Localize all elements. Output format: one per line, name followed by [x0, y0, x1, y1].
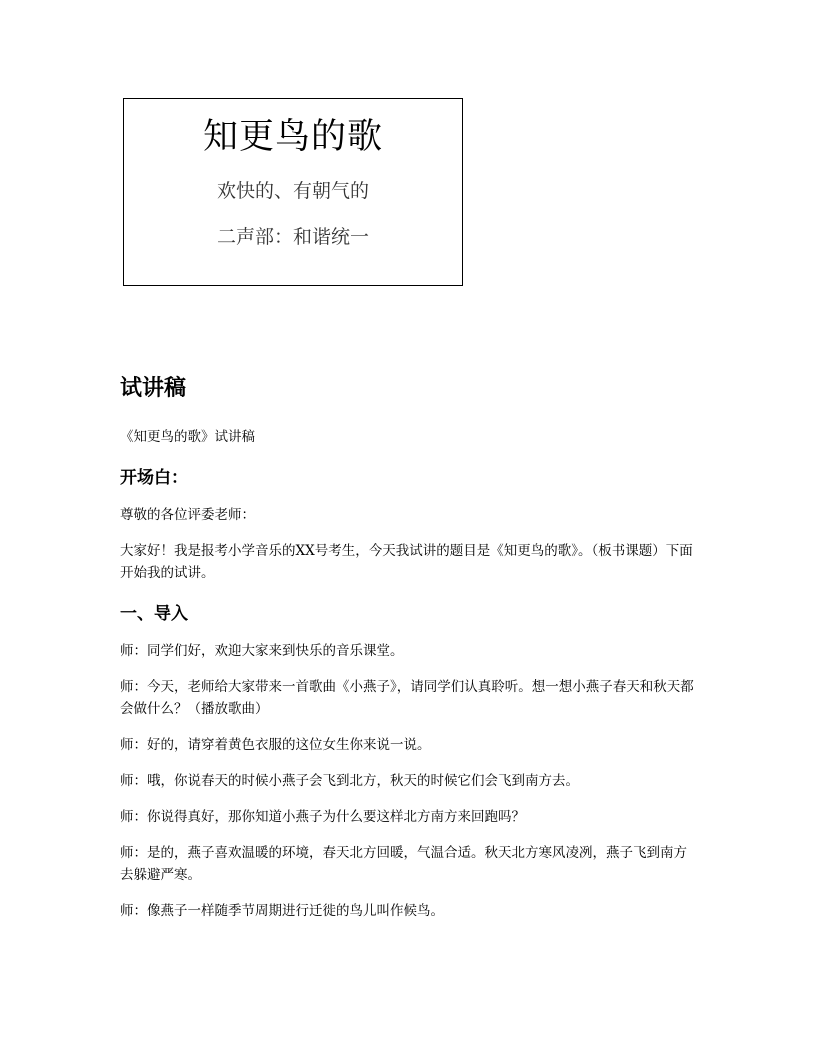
dialogue-line: 师：好的，请穿着黄色衣服的这位女生你来说一说。: [120, 737, 431, 753]
blackboard-title: 知更鸟的歌: [202, 117, 383, 157]
dialogue-line: 师：是的，燕子喜欢温暖的环境，春天北方回暖，气温合适。秋天北方寒风凌冽，燕子飞到南方去躲避严寒。: [120, 845, 687, 883]
intro-paragraph: 大家好！我是报考小学音乐的XX号考生，今天我试讲的题目是《知更鸟的歌》。（板书课题）下面开始我的试讲。: [120, 543, 693, 581]
dialogue-line: 师：哦，你说春天的时候小燕子会飞到北方，秋天的时候它们会飞到南方去。: [120, 773, 579, 789]
blackboard-line-mood: 欢快的、有朝气的: [216, 180, 369, 202]
blackboard-box: [123, 98, 463, 286]
dialogue-line: 师：今天，老师给大家带来一首歌曲《小燕子》，请同学们认真聆听。想一想小燕子春天和秋天都会做什么？（播放歌曲）: [120, 679, 694, 717]
dialogue-line: 师：同学们好，欢迎大家来到快乐的音乐课堂。: [120, 643, 404, 659]
opening-heading: 开场白：: [120, 468, 188, 488]
document-subtitle: 《知更鸟的歌》试讲稿: [120, 429, 255, 445]
blackboard-line-parts: 二声部：和谐统一: [216, 226, 369, 248]
dialogue-line: 师：像燕子一样随季节周期进行迁徙的鸟儿叫作候鸟。: [120, 903, 444, 919]
greeting-paragraph: 尊敬的各位评委老师：: [120, 507, 255, 523]
document-title: 试讲稿: [120, 376, 187, 401]
dialogue-line: 师：你说得真好，那你知道小燕子为什么要这样北方南方来回跑吗？: [120, 809, 525, 825]
document-body: [120, 372, 700, 922]
section-heading-intro: 一、导入: [120, 604, 188, 624]
